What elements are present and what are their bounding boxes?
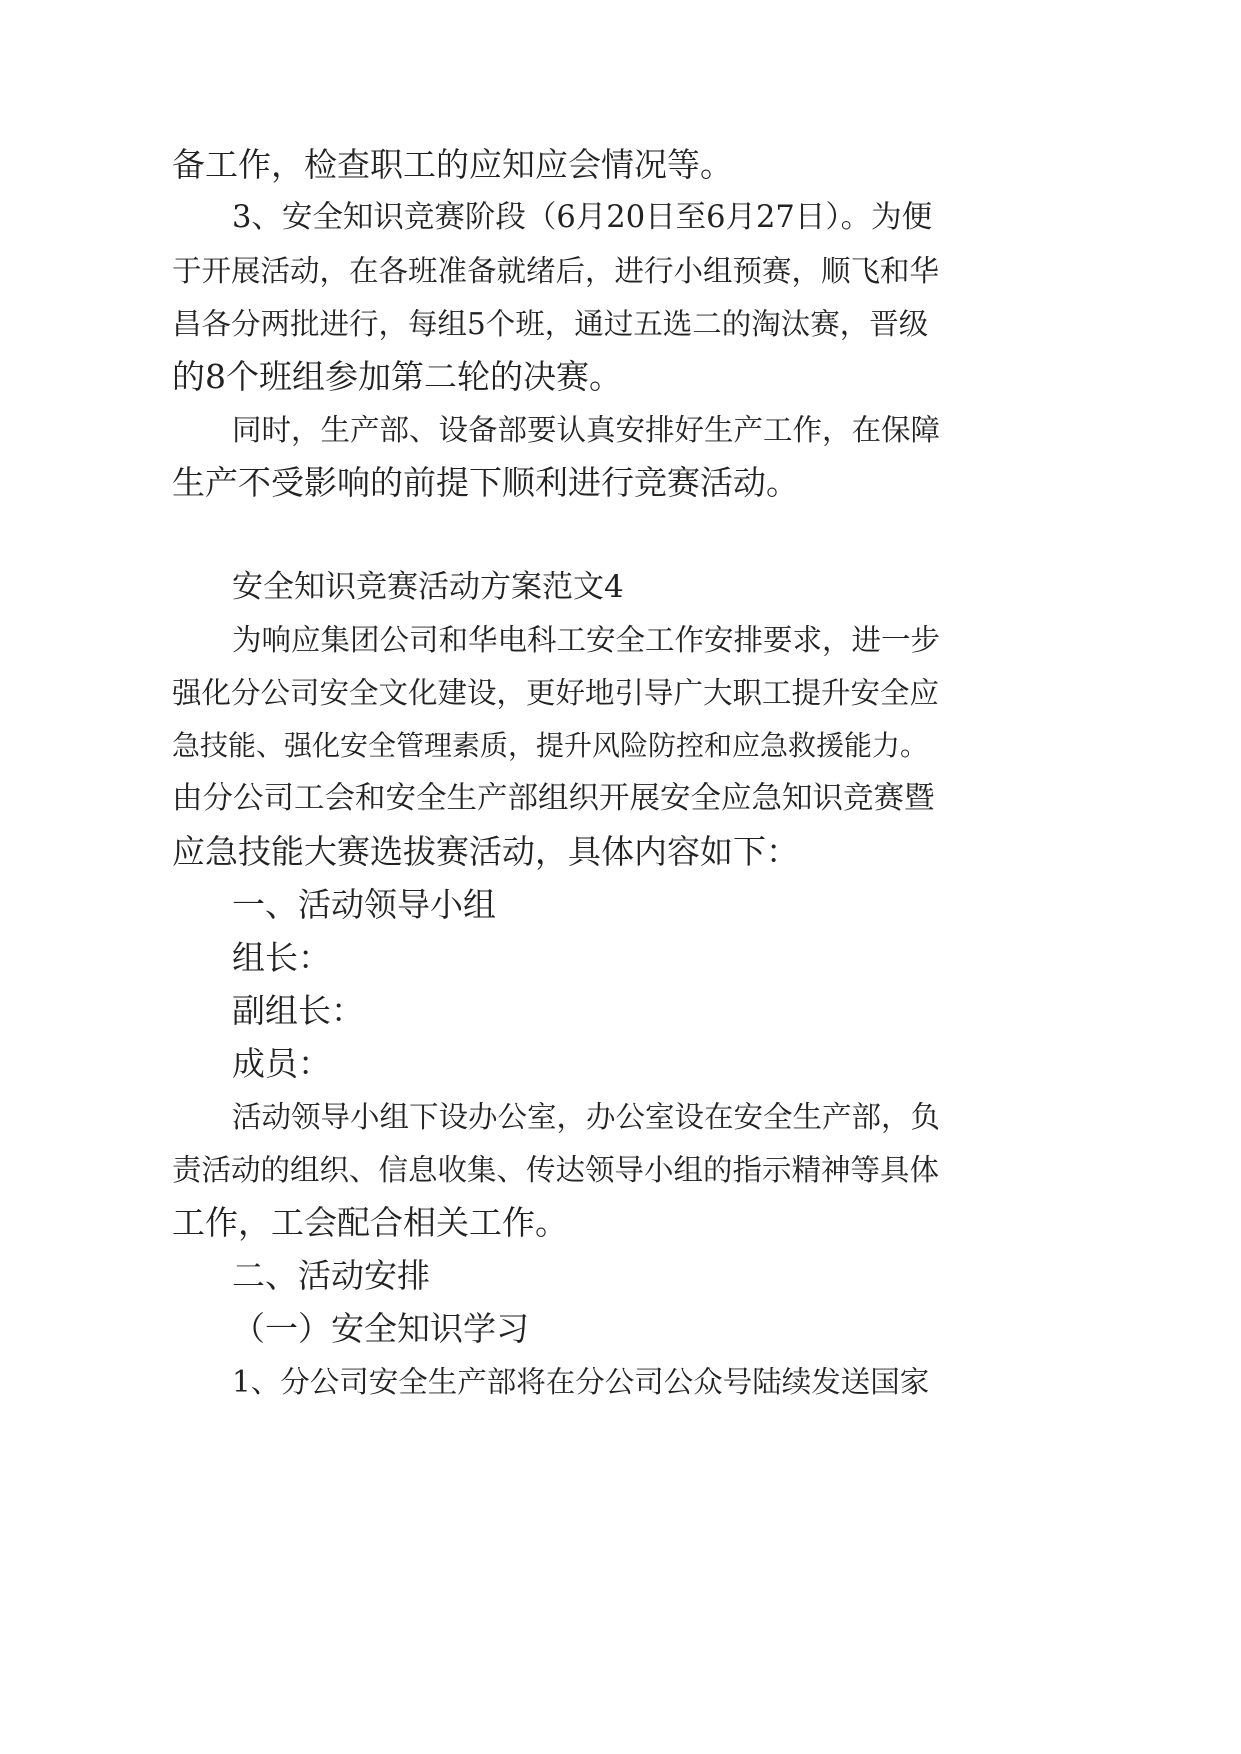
section-heading: 安全知识竞赛活动方案范文4 bbox=[232, 569, 624, 605]
text-line: 由分公司工会和安全生产部组织开展安全应急知识竞赛暨 bbox=[172, 781, 935, 816]
text-line: 强化分公司安全文化建设，更好地引导广大职工提升安全应 bbox=[172, 676, 940, 710]
text-line: 应急技能大赛选拔赛活动，具体内容如下： bbox=[172, 832, 799, 871]
text-line: 为响应集团公司和华电科工安全工作安排要求，进一步 bbox=[232, 623, 941, 657]
subheading: （一）安全知识学习 bbox=[232, 1309, 529, 1348]
text-line: 工作，工会配合相关工作。 bbox=[172, 1203, 568, 1242]
text-line: 组长： bbox=[232, 938, 331, 977]
text-line: 于开展活动，在各班准备就绪后，进行小组预赛，顺飞和华 bbox=[172, 254, 940, 288]
text-line: 3、安全知识竞赛阶段（6月20日至6月27日）。为便 bbox=[232, 200, 933, 235]
text-line: 1、分公司安全生产部将在分公司公众号陆续发送国家 bbox=[232, 1365, 930, 1399]
text-line: 的8个班组参加第二轮的决赛。 bbox=[172, 357, 622, 396]
text-line: 备工作，检查职工的应知应会情况等。 bbox=[172, 145, 733, 184]
text-line: 生产不受影响的前提下顺利进行竞赛活动。 bbox=[172, 463, 799, 502]
text-line: 急技能、强化安全管理素质，提升风险防控和应急救援能力。 bbox=[172, 729, 929, 762]
text-line: 活动领导小组下设办公室，办公室设在安全生产部，负 bbox=[232, 1100, 941, 1134]
text-line: 昌各分两批进行，每组5个班，通过五选二的淘汰赛，晋级 bbox=[172, 307, 929, 341]
subheading: 一、活动领导小组 bbox=[232, 885, 496, 924]
subheading: 二、活动安排 bbox=[232, 1256, 430, 1295]
text-line: 责活动的组织、信息收集、传达领导小组的指示精神等具体 bbox=[172, 1153, 940, 1187]
text-line: 副组长： bbox=[232, 991, 364, 1030]
text-line: 同时，生产部、设备部要认真安排好生产工作，在保障 bbox=[232, 413, 941, 447]
text-line: 成员： bbox=[232, 1044, 331, 1083]
